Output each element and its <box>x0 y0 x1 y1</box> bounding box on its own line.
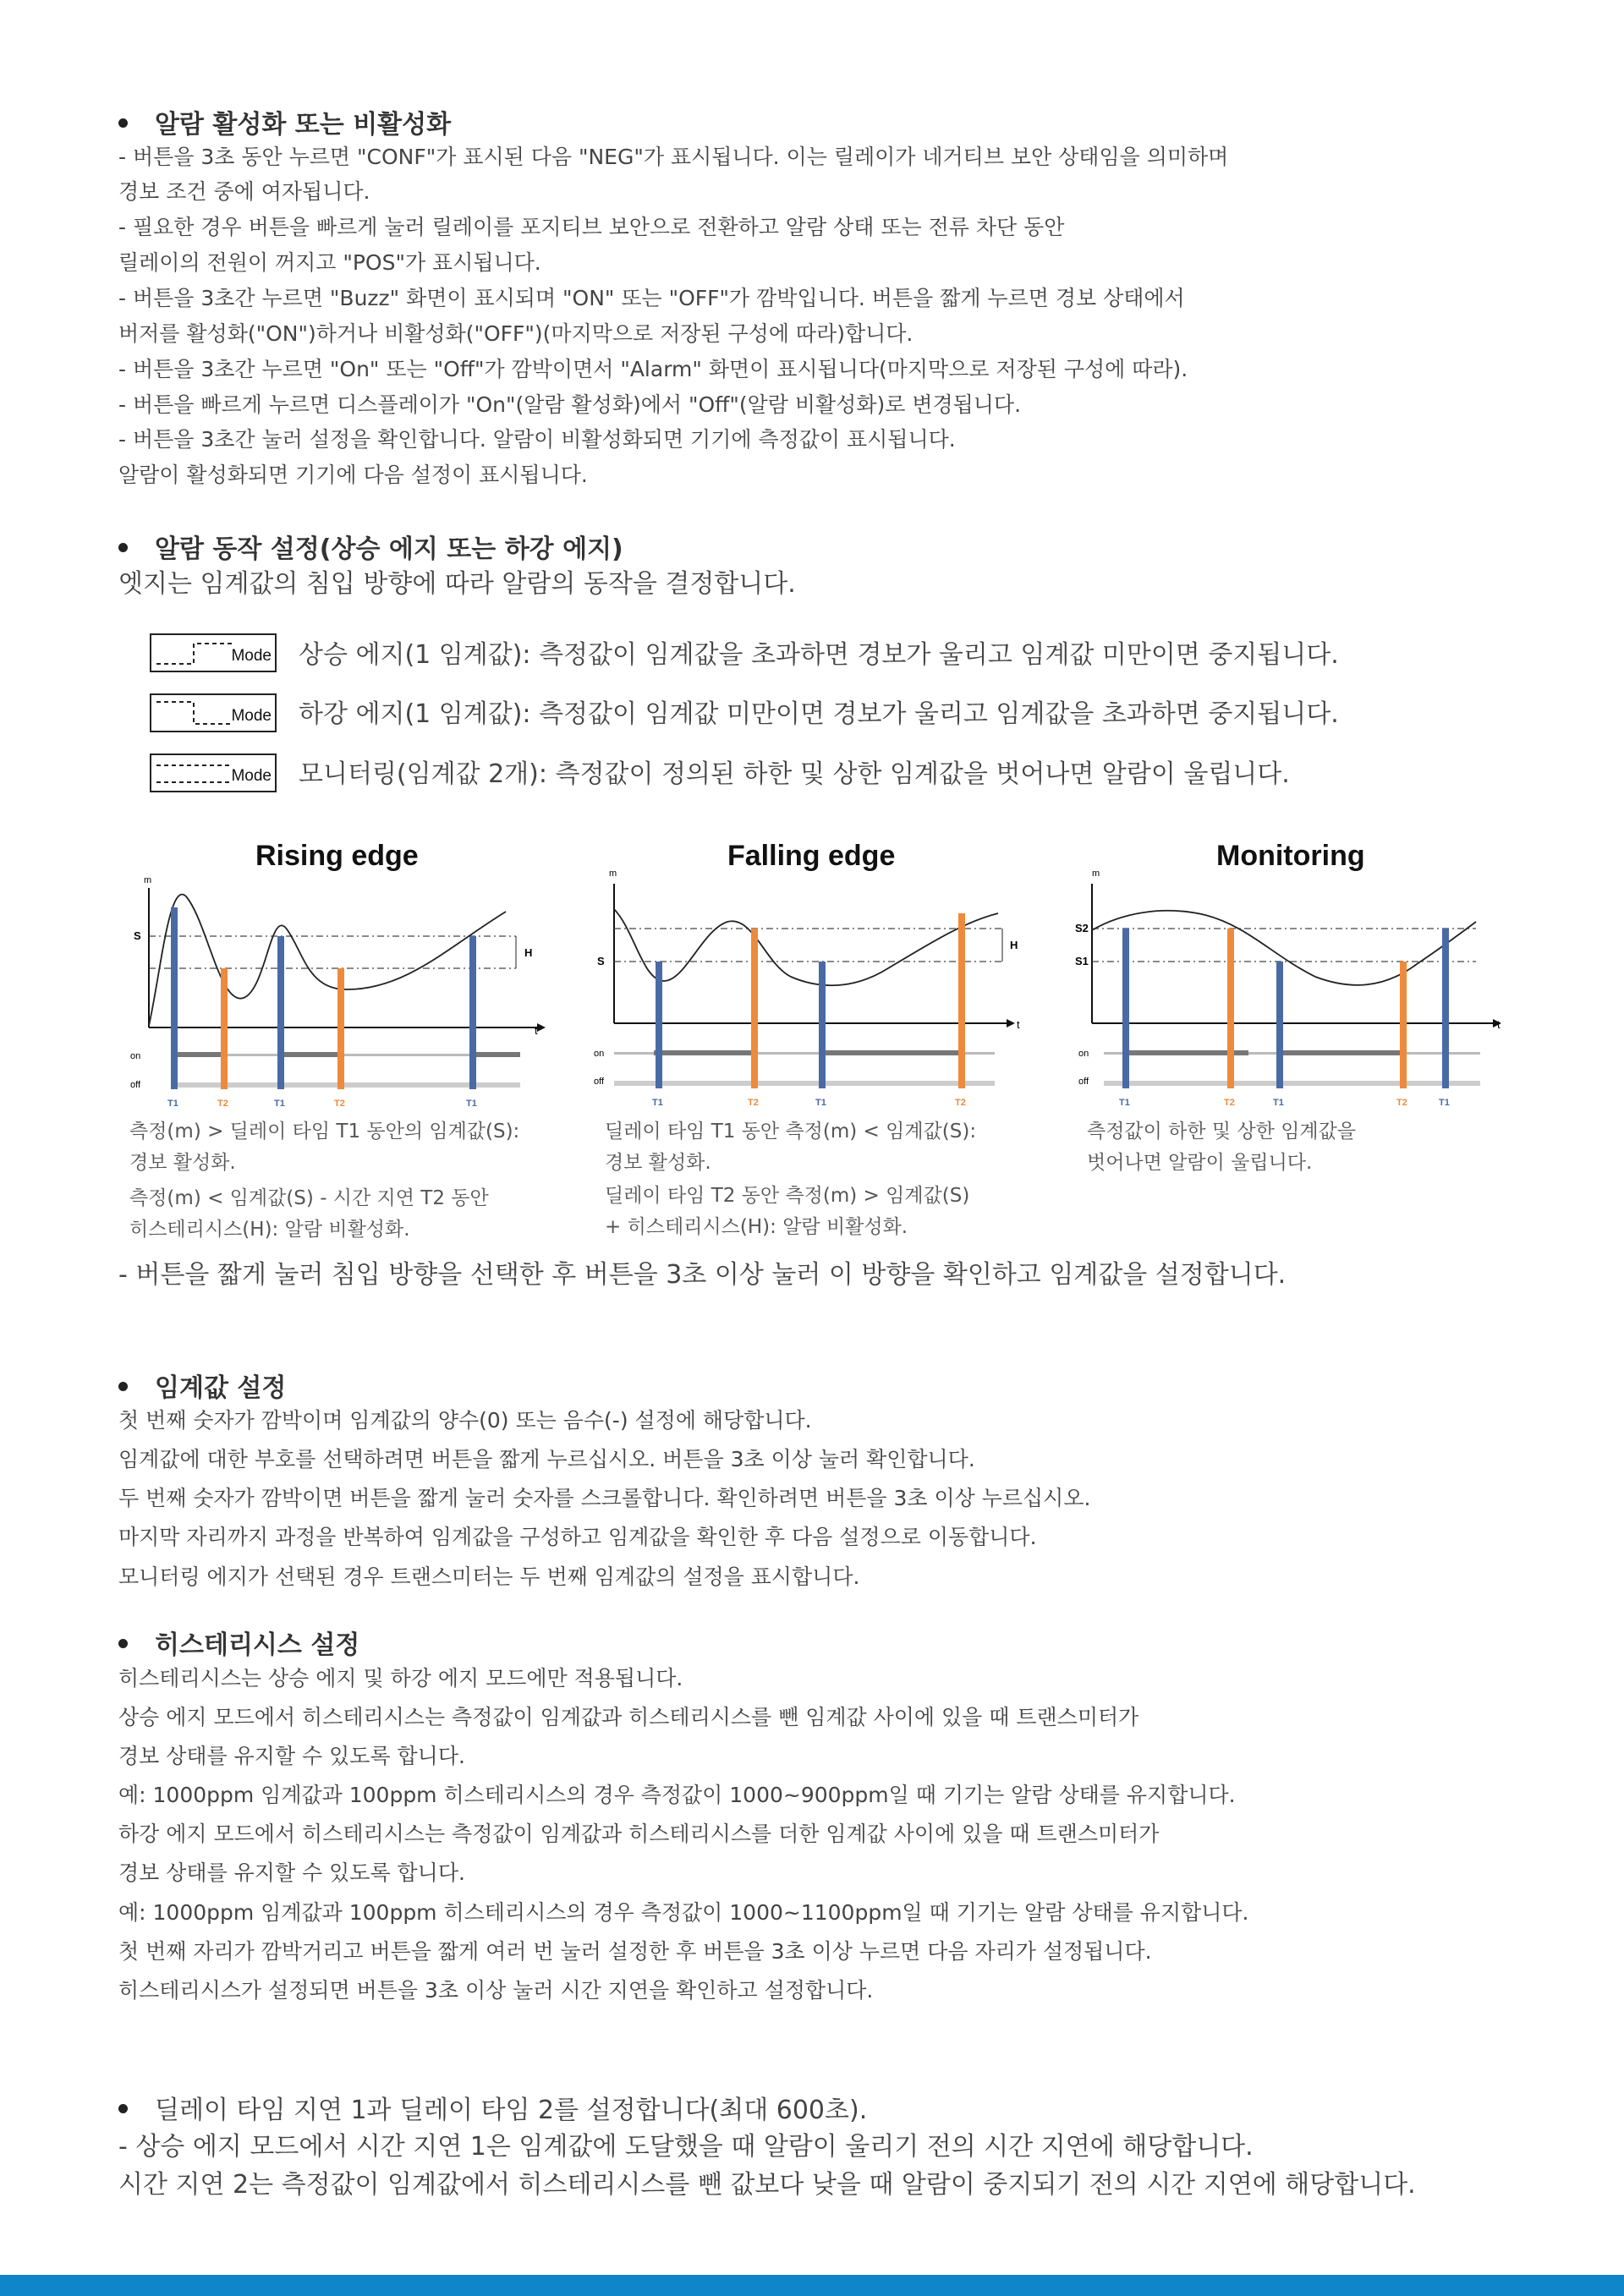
svg-text:T2: T2 <box>748 1098 759 1108</box>
threshold-label-s: S <box>134 929 141 942</box>
timing-bar-t2 <box>221 968 228 1089</box>
text-line: 임계값에 대한 부호를 선택하려면 버튼을 짧게 누르십시오. 버튼을 3초 이상 눌러 확인합니다. <box>118 1447 975 1471</box>
timing-bars <box>656 913 965 1088</box>
svg-text:t: t <box>1497 1018 1501 1031</box>
rising-edge-caption: 측정(m) < 임계값(S) - 시간 지연 T2 동안 <box>129 1187 489 1209</box>
falling-edge-caption: 딜레이 타임 T1 동안 측정(m) < 임계값(S): <box>605 1121 977 1143</box>
falling-edge-caption: 딜레이 타임 T2 동안 측정(m) > 임계값(S) <box>605 1185 970 1207</box>
svg-text:on: on <box>1078 1049 1089 1059</box>
text-line: - 상승 에지 모드에서 시간 지연 1은 임계값에 도달했을 때 알람이 울리기 전의 시간 지연에 해당합니다. <box>118 2132 1254 2162</box>
svg-text:m: m <box>609 869 617 879</box>
hysteresis-label: H <box>524 946 533 959</box>
bullet-icon <box>118 2104 128 2113</box>
section-heading-delay: 딜레이 타임 지연 1과 딜레이 타임 2를 설정합니다(최대 600초). <box>118 2096 867 2126</box>
timing-bars <box>171 907 476 1089</box>
text-line: 예: 1000ppm 임계값과 100ppm 히스테리시스의 경우 측정값이 1000~900ppm일 때 기기는 알람 상태를 유지합니다. <box>118 1783 1236 1807</box>
rising-edge-description: 상승 에지(1 임계값): 측정값이 임계값을 초과하면 경보가 울리고 임계값 미만이면 중지됩니다. <box>299 640 1339 670</box>
monitoring-caption: 측정값이 하한 및 상한 임계값을 <box>1087 1121 1357 1143</box>
text-line: 첫 번째 숫자가 깜박이며 임계값의 양수(0) 또는 음수(-) 설정에 해당합니다. <box>118 1408 812 1433</box>
svg-text:T1: T1 <box>1119 1098 1130 1108</box>
timing-bar-t1 <box>277 936 284 1089</box>
text-line: 모니터링 에지가 선택된 경우 트랜스미터는 두 번째 임계값의 설정을 표시합니다. <box>118 1564 860 1589</box>
text-line: - 버튼을 3초간 눌러 설정을 확인합니다. 알람이 비활성화되면 기기에 측정값이 표시됩니다. <box>118 427 956 452</box>
text-line: - 버튼을 3초간 누르면 "Buzz" 화면이 표시되며 "ON" 또는 "OFF"가 깜박입니다. 버튼을 짧게 누르면 경보 상태에서 <box>118 286 1185 310</box>
svg-text:T2: T2 <box>1396 1098 1407 1108</box>
measurement-curve <box>614 909 998 985</box>
text-line: 예: 1000ppm 임계값과 100ppm 히스테리시스의 경우 측정값이 1000~1100ppm일 때 기기는 알람 상태를 유지합니다. <box>118 1900 1249 1925</box>
svg-text:m: m <box>1092 869 1100 879</box>
text-line: 상승 에지 모드에서 히스테리시스는 측정값이 임계값과 히스테리시스를 뺀 임계값 사이에 있을 때 트랜스미터가 <box>118 1705 1139 1729</box>
falling-edge-title: Falling edge <box>727 840 896 872</box>
falling-edge-diagram <box>592 863 1032 1116</box>
section-intro: 엣지는 임계값의 침입 방향에 따라 알람의 동작을 결정합니다. <box>118 569 796 599</box>
rising-edge-caption: 측정(m) > 딜레이 타임 T1 동안의 임계값(S): <box>129 1121 520 1143</box>
rising-edge-caption: 히스테리시스(H): 알람 비활성화. <box>129 1219 410 1241</box>
svg-text:S: S <box>597 955 605 967</box>
axis-lines <box>1092 884 1501 1027</box>
time-ticks <box>167 1099 477 1109</box>
text-line: 버저를 활성화("ON")하거나 비활성화("OFF")(마지막으로 저장된 구성에 따라)합니다. <box>118 321 914 346</box>
section-heading-alarm-behavior: 알람 동작 설정(상승 에지 또는 하강 에지) <box>118 534 623 565</box>
bullet-icon <box>118 543 128 552</box>
axis-label-t: t <box>535 1024 538 1037</box>
svg-text:T2: T2 <box>955 1098 966 1108</box>
section-heading-threshold: 임계값 설정 <box>118 1373 286 1404</box>
axis-label-m: m <box>144 875 152 885</box>
text-line: - 필요한 경우 버튼을 빠르게 눌러 릴레이를 포지티브 보안으로 전환하고 알람 상태 또는 전류 차단 동안 <box>118 215 1065 239</box>
svg-text:S2: S2 <box>1075 922 1089 934</box>
text-line: 두 번째 숫자가 깜박이면 버튼을 짧게 눌러 숫자를 스크롤합니다. 확인하려면 버튼을 3초 이상 누르십시오. <box>118 1486 1091 1510</box>
bullet-icon <box>118 1382 128 1391</box>
svg-text:T2: T2 <box>1224 1098 1235 1108</box>
timing-bar-t2 <box>337 968 344 1089</box>
measurement-curve <box>149 895 506 1026</box>
monitoring-title: Monitoring <box>1216 840 1365 872</box>
svg-text:T1: T1 <box>466 1099 477 1109</box>
monitoring-caption: 벗어나면 알람이 울립니다. <box>1087 1152 1313 1174</box>
on-off-bars <box>130 1051 520 1090</box>
svg-text:S1: S1 <box>1075 955 1089 967</box>
rising-edge-mode-icon <box>150 633 277 672</box>
monitoring-description: 모니터링(임계값 2개): 측정값이 정의된 하한 및 상한 임계값을 벗어나면 알람이 울립니다. <box>299 759 1290 789</box>
svg-text:H: H <box>1010 939 1018 951</box>
svg-text:off: off <box>1078 1077 1089 1087</box>
text-line: 하강 에지 모드에서 히스테리시스는 측정값이 임계값과 히스테리시스를 더한 임계값 사이에 있을 때 트랜스미터가 <box>118 1822 1160 1846</box>
rising-edge-caption: 경보 활성화. <box>129 1152 236 1174</box>
timing-bar-t1 <box>469 936 476 1089</box>
text-line: 경보 상태를 유지할 수 있도록 합니다. <box>118 1744 465 1768</box>
text-line: 히스테리시스는 상승 에지 및 하강 에지 모드에만 적용됩니다. <box>118 1666 683 1690</box>
text-line: 히스테리시스가 설정되면 버튼을 3초 이상 눌러 시간 지연을 확인하고 설정합니다. <box>118 1978 874 2003</box>
svg-text:off: off <box>130 1080 141 1090</box>
svg-text:off: off <box>594 1077 605 1087</box>
falling-edge-description: 하강 에지(1 임계값): 측정값이 임계값 미만이면 경보가 울리고 임계값을 초과하면 중지됩니다. <box>299 699 1339 729</box>
text-line: - 버튼을 빠르게 누르면 디스플레이가 "On"(알람 활성화)에서 "Off"(알람 비활성화)로 변경됩니다. <box>118 392 1022 417</box>
svg-text:on: on <box>130 1051 141 1061</box>
section-heading-alarm-activation: 알람 활성화 또는 비활성화 <box>118 110 451 140</box>
rising-edge-diagram <box>127 871 567 1116</box>
text-line: 시간 지연 2는 측정값이 임계값에서 히스테리시스를 뺀 값보다 낮을 때 알람이 중지되기 전의 시간 지연에 해당합니다. <box>118 2170 1416 2200</box>
timing-bar-t1 <box>171 907 178 1089</box>
falling-edge-caption: 경보 활성화. <box>605 1152 711 1174</box>
text-line: - 버튼을 3초 동안 누르면 "CONF"가 표시된 다음 "NEG"가 표시됩니다. 이는 릴레이가 네거티브 보안 상태임을 의미하며 <box>118 145 1229 169</box>
measurement-curve <box>1092 911 1476 985</box>
text-line: 알람이 활성화되면 기기에 다음 설정이 표시됩니다. <box>118 463 588 487</box>
axis-lines <box>149 888 546 1032</box>
bullet-icon <box>118 1639 128 1648</box>
svg-text:T2: T2 <box>217 1099 228 1109</box>
svg-text:T1: T1 <box>1439 1098 1450 1108</box>
mode-label: Mode <box>231 767 272 785</box>
text-line: 경보 조건 중에 여자됩니다. <box>118 179 370 204</box>
axis-lines <box>614 884 1015 1027</box>
svg-text:T1: T1 <box>274 1099 285 1109</box>
time-ticks <box>1119 1098 1450 1108</box>
text-line: 경보 상태를 유지할 수 있도록 합니다. <box>118 1860 465 1885</box>
svg-text:t: t <box>1017 1018 1020 1031</box>
svg-text:T1: T1 <box>167 1099 178 1109</box>
text-line: - 버튼을 3초간 누르면 "On" 또는 "Off"가 깜박이면서 "Alarm" 화면이 표시됩니다(마지막으로 저장된 구성에 따라). <box>118 357 1188 381</box>
svg-text:T1: T1 <box>815 1098 826 1108</box>
svg-text:T1: T1 <box>1273 1098 1284 1108</box>
mode-label: Mode <box>231 647 272 665</box>
section-footer-note: - 버튼을 짧게 눌러 침입 방향을 선택한 후 버튼을 3초 이상 눌러 이 방향을 확인하고 임계값을 설정합니다. <box>118 1260 1287 1290</box>
time-ticks <box>652 1098 966 1108</box>
falling-edge-mode-icon <box>150 693 277 732</box>
on-off-bars <box>594 1049 995 1087</box>
timing-bars <box>1122 929 1449 1088</box>
rising-edge-title: Rising edge <box>255 840 419 872</box>
svg-text:T1: T1 <box>652 1098 663 1108</box>
svg-text:on: on <box>594 1049 605 1059</box>
monitoring-mode-icon <box>150 753 277 792</box>
text-line: 릴레이의 전원이 꺼지고 "POS"가 표시됩니다. <box>118 250 541 275</box>
svg-text:T2: T2 <box>334 1099 345 1109</box>
monitoring-diagram <box>1070 863 1510 1116</box>
mode-label: Mode <box>231 707 272 725</box>
text-line: 마지막 자리까지 과정을 반복하여 임계값을 구성하고 임계값을 확인한 후 다음 설정으로 이동합니다. <box>118 1525 1037 1549</box>
text-line: 첫 번째 자리가 깜박거리고 버튼을 짧게 여러 번 눌러 설정한 후 버튼을 3초 이상 누르면 다음 자리가 설정됩니다. <box>118 1939 1152 1964</box>
bullet-icon <box>118 118 128 128</box>
falling-edge-caption: + 히스테리시스(H): 알람 비활성화. <box>605 1216 908 1238</box>
footer-bar <box>0 2275 1624 2296</box>
section-heading-hysteresis: 히스테리시스 설정 <box>118 1630 359 1661</box>
